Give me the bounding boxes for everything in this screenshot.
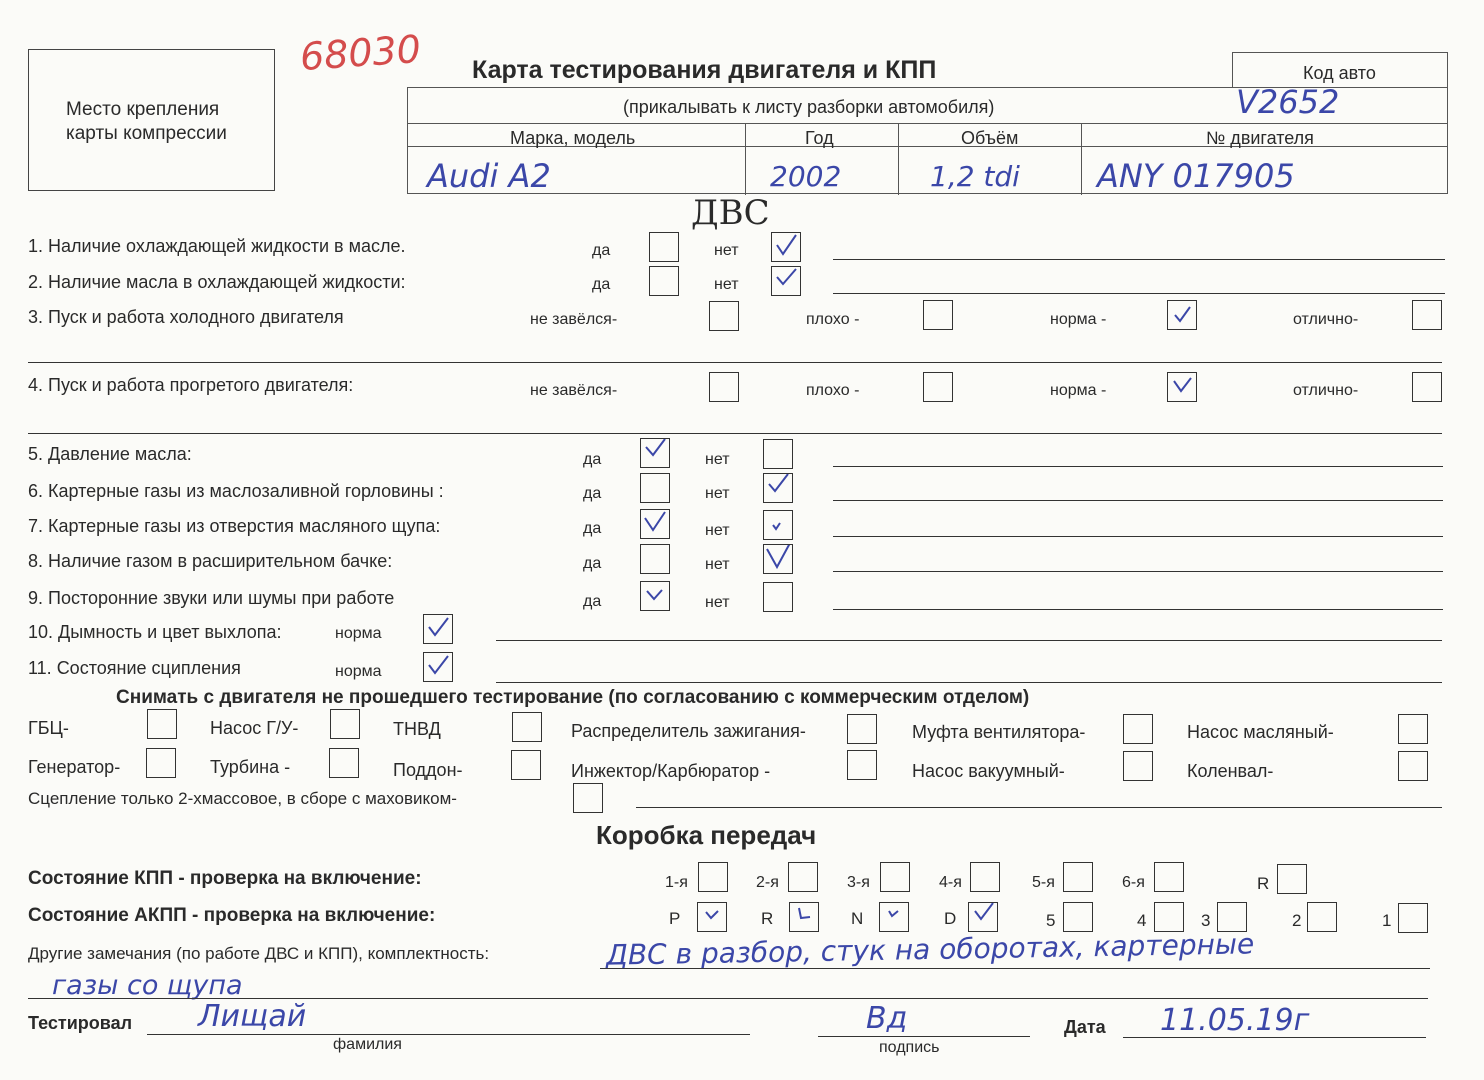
check-mark-icon <box>643 439 667 465</box>
gear-4-checkbox[interactable] <box>970 862 1000 892</box>
vacuum-pump-label: Насос вакуумный- <box>912 761 1065 781</box>
oil-pump-label: Насос масляный- <box>1187 722 1334 742</box>
check-mark-icon <box>792 903 816 929</box>
gear-3-checkbox[interactable] <box>880 862 910 892</box>
remove-heading: Снимать с двигателя не прошедшего тестирование (по согласованию с коммерческим отделом) <box>116 687 1030 708</box>
q1-no-label: нет <box>714 242 739 259</box>
check-mark-icon <box>774 233 798 259</box>
auto-2-checkbox[interactable] <box>1307 902 1337 932</box>
car-code-value: V2652 <box>1236 83 1340 121</box>
check-mark-icon <box>643 510 667 536</box>
crankshaft-label: Коленвал- <box>1187 761 1274 781</box>
question-10: 10. Дымность и цвет выхлопа: <box>28 622 282 642</box>
q5-yes-checkbox[interactable] <box>640 438 670 468</box>
gbc-label: ГБЦ- <box>28 718 69 738</box>
card-number: 68030 <box>298 26 423 80</box>
kpp-label: Состояние КПП - проверка на включение: <box>28 868 422 889</box>
q3-normal-label: норма - <box>1050 311 1107 328</box>
gear-6-label: 6-я <box>1122 874 1145 891</box>
q6-yes-label: да <box>583 485 602 502</box>
q6-no-checkbox[interactable] <box>763 473 793 503</box>
check-mark-icon <box>774 267 798 293</box>
injector-label: Инжектор/Карбюратор - <box>571 761 771 781</box>
q1-yes-label: да <box>592 242 611 259</box>
auto-r-checkbox[interactable] <box>789 902 819 932</box>
q3-bad-label: плохо - <box>806 311 860 328</box>
q2-no-label: нет <box>714 276 739 293</box>
akpp-label: Состояние АКПП - проверка на включение: <box>28 905 436 926</box>
q2-no-checkbox[interactable] <box>771 266 801 296</box>
q9-yes-checkbox[interactable] <box>640 581 670 611</box>
generator-checkbox[interactable] <box>146 748 176 778</box>
q8-no-checkbox[interactable] <box>763 544 793 574</box>
gear-3-label: 3-я <box>847 874 870 891</box>
turbine-label: Турбина - <box>210 757 291 777</box>
q11-norma-checkbox[interactable] <box>423 652 453 682</box>
crankshaft-checkbox[interactable] <box>1398 751 1428 781</box>
auto-4-label: 4 <box>1137 911 1147 930</box>
gear-5-checkbox[interactable] <box>1063 862 1093 892</box>
q9-no-checkbox[interactable] <box>763 582 793 612</box>
q2-yes-checkbox[interactable] <box>649 266 679 296</box>
q1-no-checkbox[interactable] <box>771 232 801 262</box>
auto-p-label: P <box>669 909 681 928</box>
date-label: Дата <box>1064 1017 1106 1037</box>
distributor-label: Распределитель зажигания- <box>571 721 806 741</box>
q3-not-started-label: не завёлся- <box>530 311 618 328</box>
q11-norma-label: норма <box>335 663 382 680</box>
question-8: 8. Наличие газом в расширительном бачке: <box>28 551 393 571</box>
check-mark-icon <box>1170 373 1194 399</box>
dvs-heading: ДВС <box>691 193 770 233</box>
check-mark-icon <box>426 615 450 641</box>
gear-1-label: 1-я <box>665 874 688 891</box>
gear-2-label: 2-я <box>756 874 779 891</box>
auto-3-label: 3 <box>1201 911 1211 930</box>
question-7: 7. Картерные газы из отверстия масляного щупа: <box>28 516 441 536</box>
check-mark-icon <box>766 474 790 500</box>
auto-5-checkbox[interactable] <box>1063 902 1093 932</box>
q7-no-label: нет <box>705 522 730 539</box>
col-year-header: Год <box>805 128 834 148</box>
page-subtitle: (прикалывать к листу разборки автомобиля) <box>623 97 995 117</box>
fan-clutch-checkbox[interactable] <box>1123 714 1153 744</box>
auto-2-label: 2 <box>1292 911 1302 930</box>
auto-1-checkbox[interactable] <box>1398 903 1428 933</box>
q7-no-checkbox[interactable] <box>763 510 793 540</box>
compression-card-area <box>28 49 275 191</box>
signature-label: подпись <box>879 1039 940 1056</box>
tnvd-checkbox[interactable] <box>512 712 542 742</box>
q3-excellent-label: отлично- <box>1293 311 1359 328</box>
gear-2-checkbox[interactable] <box>788 862 818 892</box>
col-model-header: Марка, модель <box>510 128 636 148</box>
check-mark-icon <box>882 903 906 929</box>
clutch-dual-checkbox[interactable] <box>573 783 603 813</box>
gear-4-label: 4-я <box>939 874 962 891</box>
auto-4-checkbox[interactable] <box>1154 902 1184 932</box>
q7-yes-checkbox[interactable] <box>640 509 670 539</box>
compression-label-line1: Место крепления <box>66 99 220 120</box>
q3-normal-checkbox[interactable] <box>1167 300 1197 330</box>
date-value: 11.05.19г <box>1160 1003 1310 1038</box>
question-11: 11. Состояние сципления <box>28 658 241 678</box>
auto-n-label: N <box>851 909 864 928</box>
compression-label-line2: карты компрессии <box>66 123 227 144</box>
q4-excellent-checkbox[interactable] <box>1412 372 1442 402</box>
q5-no-label: нет <box>705 451 730 468</box>
gear-1-checkbox[interactable] <box>698 862 728 892</box>
q4-not-started-checkbox[interactable] <box>709 372 739 402</box>
q9-yes-label: да <box>583 593 602 610</box>
q1-yes-checkbox[interactable] <box>649 232 679 262</box>
clutch-dual-label: Сцепление только 2-хмассовое, в сборе с маховиком- <box>28 789 457 808</box>
col-volume-header: Объём <box>961 128 1019 148</box>
q9-no-label: нет <box>705 594 730 611</box>
question-9: 9. Посторонние звуки или шумы при работе <box>28 588 395 608</box>
question-3: 3. Пуск и работа холодного двигателя <box>28 307 344 327</box>
pump-gu-checkbox[interactable] <box>330 709 360 739</box>
question-1: 1. Наличие охлаждающей жидкости в масле. <box>28 236 406 256</box>
gear-r-checkbox[interactable] <box>1277 864 1307 894</box>
fan-clutch-label: Муфта вентилятора- <box>912 722 1086 742</box>
surname-label: фамилия <box>333 1036 402 1053</box>
gearbox-heading: Коробка передач <box>596 820 817 850</box>
injector-checkbox[interactable] <box>847 750 877 780</box>
q4-bad-label: плохо - <box>806 382 860 399</box>
auto-n-checkbox[interactable] <box>879 902 909 932</box>
pump-gu-label: Насос Г/У- <box>210 718 299 738</box>
remarks-label: Другие замечания (по работе ДВС и КПП), комплектность: <box>28 944 490 963</box>
q5-yes-label: да <box>583 451 602 468</box>
check-mark-icon <box>700 903 724 929</box>
q6-yes-checkbox[interactable] <box>640 473 670 503</box>
generator-label: Генератор- <box>28 757 121 777</box>
question-5: 5. Давление масла: <box>28 444 192 464</box>
gear-5-label: 5-я <box>1032 874 1055 891</box>
pan-checkbox[interactable] <box>511 750 541 780</box>
gear-r-label: R <box>1257 874 1270 893</box>
tested-label: Тестировал <box>28 1013 133 1033</box>
q2-yes-label: да <box>592 276 611 293</box>
tester-name: Лищай <box>198 999 307 1034</box>
auto-5-label: 5 <box>1046 911 1056 930</box>
col-engine-header: № двигателя <box>1206 128 1314 148</box>
q8-yes-checkbox[interactable] <box>640 544 670 574</box>
check-mark-icon <box>971 903 995 929</box>
car-code-label: Код авто <box>1303 63 1376 83</box>
volume-value: 1,2 tdi <box>930 160 1020 193</box>
gear-6-checkbox[interactable] <box>1154 862 1184 892</box>
check-mark-icon <box>766 545 790 571</box>
q4-normal-checkbox[interactable] <box>1167 372 1197 402</box>
question-6: 6. Картерные газы из маслозаливной горловины : <box>28 481 444 501</box>
remarks-line2: газы со щупа <box>52 970 243 1001</box>
q4-not-started-label: не завёлся- <box>530 382 618 399</box>
year-value: 2002 <box>770 160 842 193</box>
turbine-checkbox[interactable] <box>329 748 359 778</box>
auto-r-label: R <box>761 909 774 928</box>
check-mark-icon <box>643 582 667 608</box>
q4-excellent-label: отлично- <box>1293 382 1359 399</box>
vacuum-pump-checkbox[interactable] <box>1123 751 1153 781</box>
q6-no-label: нет <box>705 485 730 502</box>
q8-no-label: нет <box>705 556 730 573</box>
q4-bad-checkbox[interactable] <box>923 372 953 402</box>
q3-not-started-checkbox[interactable] <box>709 301 739 331</box>
check-mark-icon <box>1170 301 1194 327</box>
pan-label: Поддон- <box>393 760 463 780</box>
q7-yes-label: да <box>583 520 602 537</box>
q4-normal-label: норма - <box>1050 382 1107 399</box>
question-4: 4. Пуск и работа прогретого двигателя: <box>28 375 354 395</box>
signature: Вд <box>866 1001 908 1036</box>
oil-pump-checkbox[interactable] <box>1398 714 1428 744</box>
check-mark-icon <box>766 511 790 537</box>
page-title: Карта тестирования двигателя и КПП <box>472 56 937 84</box>
check-mark-icon <box>426 653 450 679</box>
auto-1-label: 1 <box>1382 911 1392 930</box>
auto-d-checkbox[interactable] <box>968 902 998 932</box>
engine-number-value: ANY 017905 <box>1097 157 1295 195</box>
auto-d-label: D <box>944 909 957 928</box>
q8-yes-label: да <box>583 555 602 572</box>
q5-no-checkbox[interactable] <box>763 439 793 469</box>
q3-excellent-checkbox[interactable] <box>1412 300 1442 330</box>
question-2: 2. Наличие масла в охлаждающей жидкости: <box>28 272 406 292</box>
q10-norma-checkbox[interactable] <box>423 614 453 644</box>
distributor-checkbox[interactable] <box>847 714 877 744</box>
gbc-checkbox[interactable] <box>147 709 177 739</box>
remarks-line1: ДВС в разбор, стук на оборотах, картерные <box>605 927 1255 972</box>
auto-p-checkbox[interactable] <box>697 902 727 932</box>
tnvd-label: ТНВД <box>393 719 441 739</box>
model-value: Audi A2 <box>427 157 551 195</box>
q3-bad-checkbox[interactable] <box>923 300 953 330</box>
q10-norma-label: норма <box>335 625 382 642</box>
